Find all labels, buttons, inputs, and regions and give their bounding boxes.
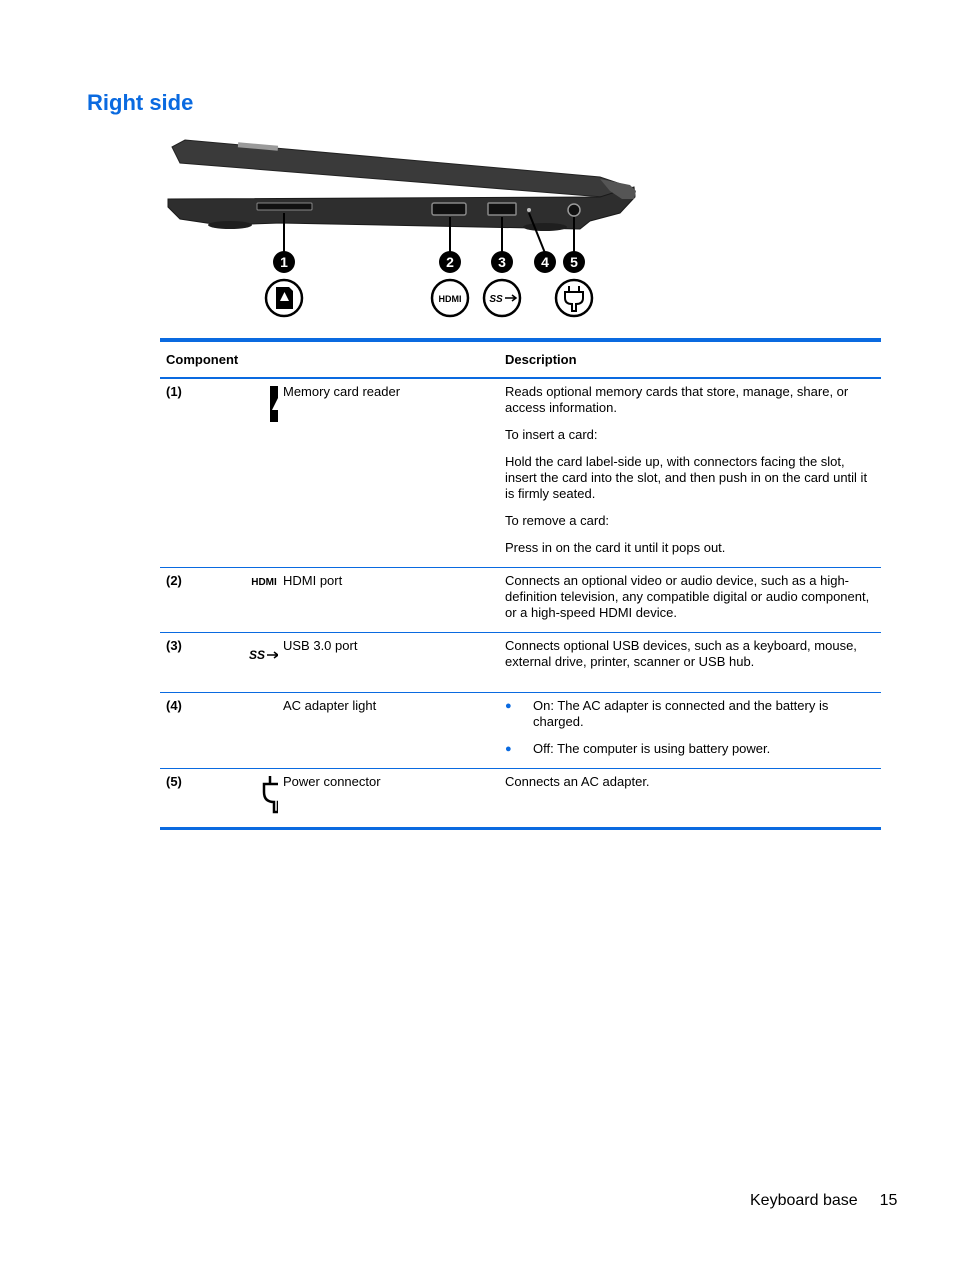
callout-3 <box>491 251 513 273</box>
power-connector-jack <box>568 204 580 216</box>
svg-text:5: 5 <box>570 254 578 270</box>
svg-text:HDMI: HDMI <box>251 577 277 588</box>
component-description: Connects an optional video or audio device, such as a high-definition television, any compatible digital or audio component, or a high-speed HDMI device. <box>505 573 870 620</box>
row-number: (5) <box>166 774 182 789</box>
svg-text:1: 1 <box>280 254 288 270</box>
row-number: (2) <box>166 573 182 588</box>
table-row <box>160 378 881 568</box>
usb-superspeed-icon <box>212 638 278 668</box>
callout-4 <box>534 251 556 273</box>
header-component: Component <box>166 352 239 367</box>
svg-text:SS: SS <box>248 648 266 662</box>
svg-text:2: 2 <box>446 254 454 270</box>
hdmi-icon <box>432 280 468 316</box>
power-plug-icon <box>212 774 278 818</box>
table-row <box>160 568 881 633</box>
row-number: (4) <box>166 698 182 713</box>
component-name: USB 3.0 port <box>283 638 358 653</box>
device-right-side-figure <box>160 135 650 325</box>
component-description: Connects optional USB devices, such as a keyboard, mouse, external drive, printer, scanner or USB hub. <box>505 638 857 669</box>
header-description: Description <box>505 352 577 367</box>
row-number: (1) <box>166 384 182 399</box>
tablet-lid <box>172 140 635 199</box>
memory-card-icon <box>266 280 302 316</box>
base-foot <box>523 223 567 231</box>
component-description <box>499 693 881 769</box>
component-name: HDMI port <box>283 573 343 588</box>
component-description: Reads optional memory cards that store, manage, share, or access information. To insert a card: Hold the card label-side up, with connectors facing the slot, insert the card into the slot, and then push in on the card until it is firmly seated. To remove a card: Press in on the card it until it pops out. <box>505 384 868 555</box>
component-name: Power connector <box>283 774 381 789</box>
callout-5 <box>563 251 585 273</box>
list-item: ● Off: The computer is using battery power. <box>505 741 875 757</box>
memory-card-slot <box>257 203 312 210</box>
svg-text:4: 4 <box>541 254 549 270</box>
table-header <box>160 340 881 378</box>
bullet-list <box>505 698 875 757</box>
table-row <box>160 693 881 769</box>
callout-2 <box>439 251 461 273</box>
footer-section: Keyboard base <box>750 1192 858 1209</box>
svg-text:3: 3 <box>498 254 506 270</box>
table-row <box>160 769 881 829</box>
usb-port <box>488 203 516 215</box>
svg-text:HDMI: HDMI <box>438 294 462 304</box>
table-row <box>160 633 881 693</box>
hdmi-icon <box>212 573 278 593</box>
list-item: ● On: The AC adapter is connected and the battery is charged. <box>505 698 875 730</box>
svg-text:SS: SS <box>489 294 503 305</box>
base-foot <box>208 221 252 229</box>
row-number: (3) <box>166 638 182 653</box>
page-footer <box>750 1192 897 1210</box>
memory-card-icon <box>212 384 278 424</box>
callout-1 <box>273 251 295 273</box>
component-name: Memory card reader <box>283 384 401 399</box>
hdmi-port <box>432 203 466 215</box>
ac-light <box>527 208 531 212</box>
power-plug-icon <box>556 280 592 316</box>
usb-superspeed-icon <box>484 280 520 316</box>
component-name: AC adapter light <box>283 698 377 713</box>
page-number: 15 <box>879 1192 898 1209</box>
page-title: Right side <box>87 90 194 115</box>
component-table <box>160 338 881 830</box>
component-description: Connects an AC adapter. <box>505 774 650 789</box>
